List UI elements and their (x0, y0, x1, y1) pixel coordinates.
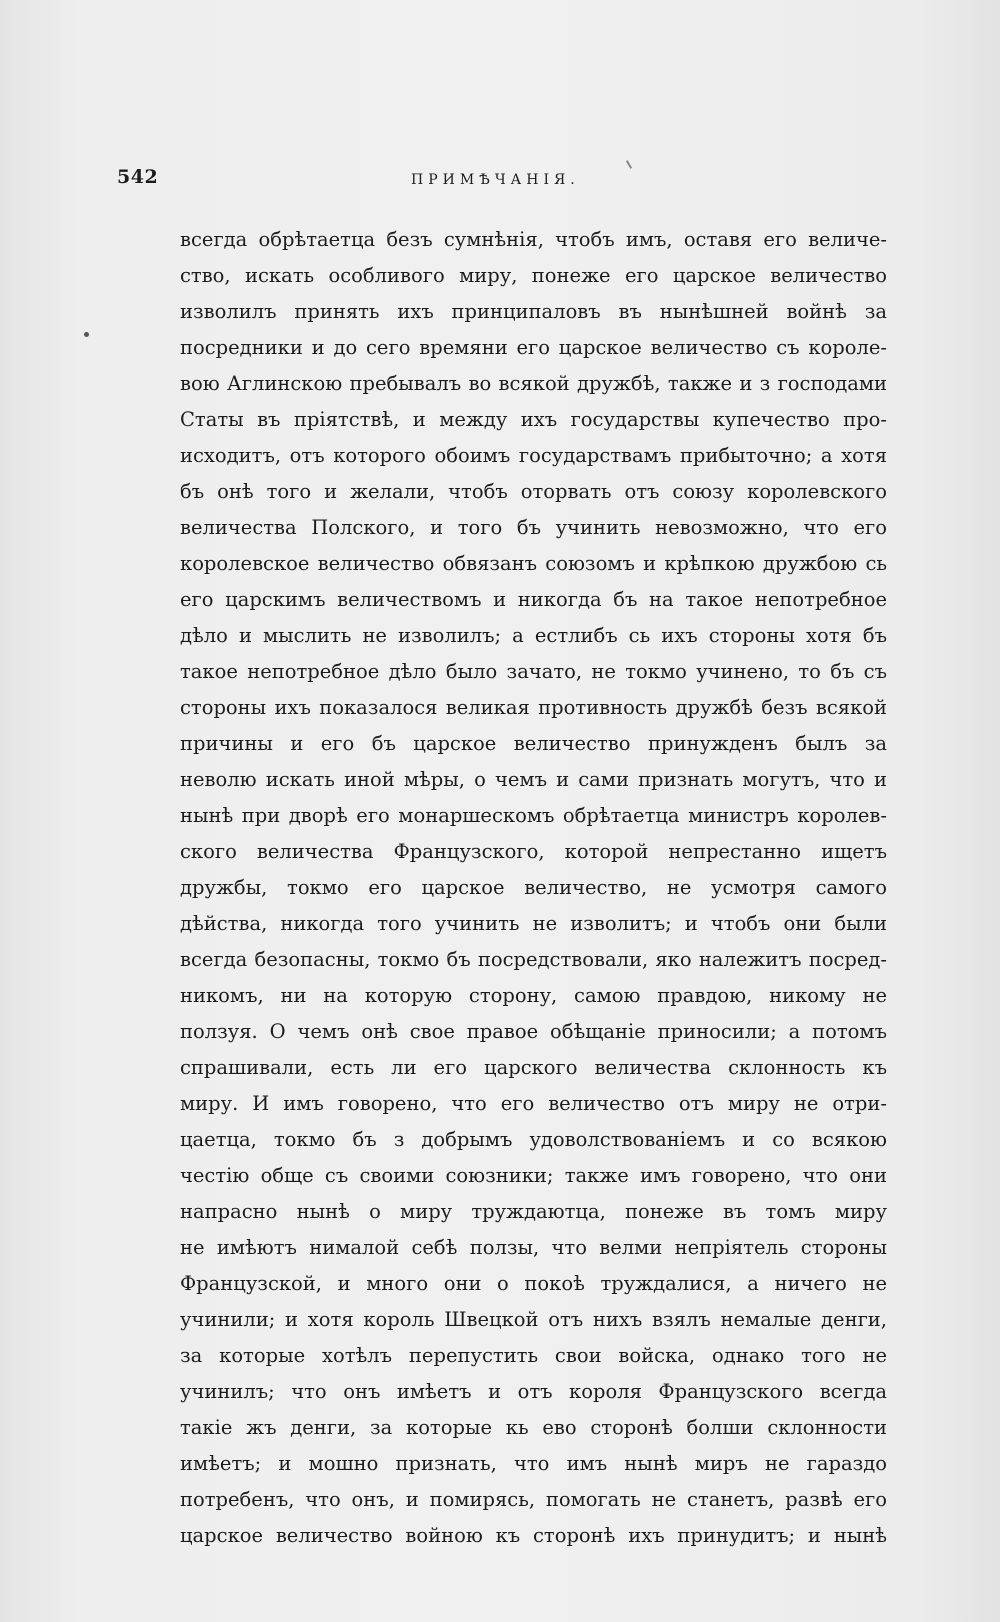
running-title: ПРИМѢЧАНІЯ. (411, 172, 580, 188)
text-line: учинилъ; что онъ имѣетъ и отъ короля Французского всегда (180, 1380, 887, 1403)
text-line: неволю искать иной мѣры, о чемъ и сами признать могутъ, что и (180, 768, 887, 791)
text-line: причины и его бъ царское величество принужденъ былъ за (180, 732, 887, 755)
text-line: такіе жъ денги, за которые кь ево сторонѣ болши склонности (180, 1416, 887, 1439)
text-line: всегда обрѣтаетца безъ сумнѣнія, чтобъ имъ, оставя его величе- (180, 228, 887, 251)
text-line: имѣетъ; и мошно признать, что имъ нынѣ миръ не гараздо (180, 1452, 887, 1475)
text-line: потребенъ, что онъ, и помирясь, помогать не станетъ, развѣ его (180, 1488, 887, 1511)
text-line: посредники и до сего времяни его царское величество съ королe- (180, 336, 887, 359)
text-line: ского величества Французского, которой непрестанно ищетъ (180, 840, 887, 863)
text-line: Статы въ пріятствѣ, и между ихъ государствы купечество про- (180, 408, 887, 431)
text-line: царское величество войною къ сторонѣ ихъ принудитъ; и нынѣ (180, 1524, 887, 1547)
page-number: 542 (117, 166, 159, 188)
text-line: бъ онѣ того и желали, чтобъ оторвать отъ союзу королевского (180, 480, 887, 503)
text-line: цаетца, токмо бъ з добрымъ удоволствованіемъ и со всякою (180, 1128, 887, 1151)
text-line: исходитъ, отъ которого обоимъ государствамъ прибыточно; а хотя (180, 444, 887, 467)
text-line: дѣло и мыслить не изволилъ; а естлибъ сь ихъ стороны хотя бъ (180, 624, 887, 647)
text-line: ползуя. О чемъ онѣ свое правое обѣщаніе приносили; а потомъ (180, 1020, 887, 1043)
text-line: его царскимъ величествомъ и никогда бъ на такое непотребное (180, 588, 887, 611)
running-head (117, 166, 900, 196)
text-line: не имѣютъ нималой себѣ ползы, что велми непріятель стороны (180, 1236, 887, 1259)
body-text (180, 222, 887, 1554)
text-line: спрашивали, есть ли его царского величества склонность къ (180, 1056, 887, 1079)
text-line: всегда безопасны, токмо бъ посредствовали, яко належитъ посред- (180, 948, 887, 971)
text-line: дружбы, токмо его царское величество, не усмотря самого (180, 876, 887, 899)
text-line: миру. И имъ говорено, что его величество отъ миру не отри- (180, 1092, 887, 1115)
text-line: вою Аглинскою пребывалъ во всякой дружбѣ, также и з господами (180, 372, 887, 395)
text-line: учинили; и хотя король Швецкой отъ нихъ взялъ немалые денги, (180, 1308, 887, 1331)
text-line: изволилъ принять ихъ принципаловъ въ нынѣшней войнѣ за (180, 300, 887, 323)
ink-speck (84, 332, 89, 337)
text-line: ство, искать особливого миру, понеже его царское величество (180, 264, 887, 287)
text-line: никомъ, ни на которую сторону, самою правдою, никому не (180, 984, 887, 1007)
text-line: стороны ихъ показалося великая противность дружбѣ безъ всякой (180, 696, 887, 719)
text-line: дѣйства, никогда того учинить не изволитъ; и чтобъ они были (180, 912, 887, 935)
text-line: такое непотребное дѣло было зачато, не токмо учинено, то бъ съ (180, 660, 887, 683)
text-line: напрасно нынѣ о миру труждаютца, понеже въ томъ миру (180, 1200, 887, 1223)
text-line: за которые хотѣлъ перепустить свои войска, однако того не (180, 1344, 887, 1367)
text-line: величества Полского, и того бъ учинить невозможно, что его (180, 516, 887, 539)
text-line: Французской, и много они о покоѣ труждалися, а ничего не (180, 1272, 887, 1295)
text-line: честію обще съ своими союзники; также имъ говорено, что они (180, 1164, 887, 1187)
text-line: королевское величество обвязанъ союзомъ и крѣпкою дружбою сь (180, 552, 887, 575)
text-line: нынѣ при дворѣ его монаршескомъ обрѣтаетца министръ королев- (180, 804, 887, 827)
